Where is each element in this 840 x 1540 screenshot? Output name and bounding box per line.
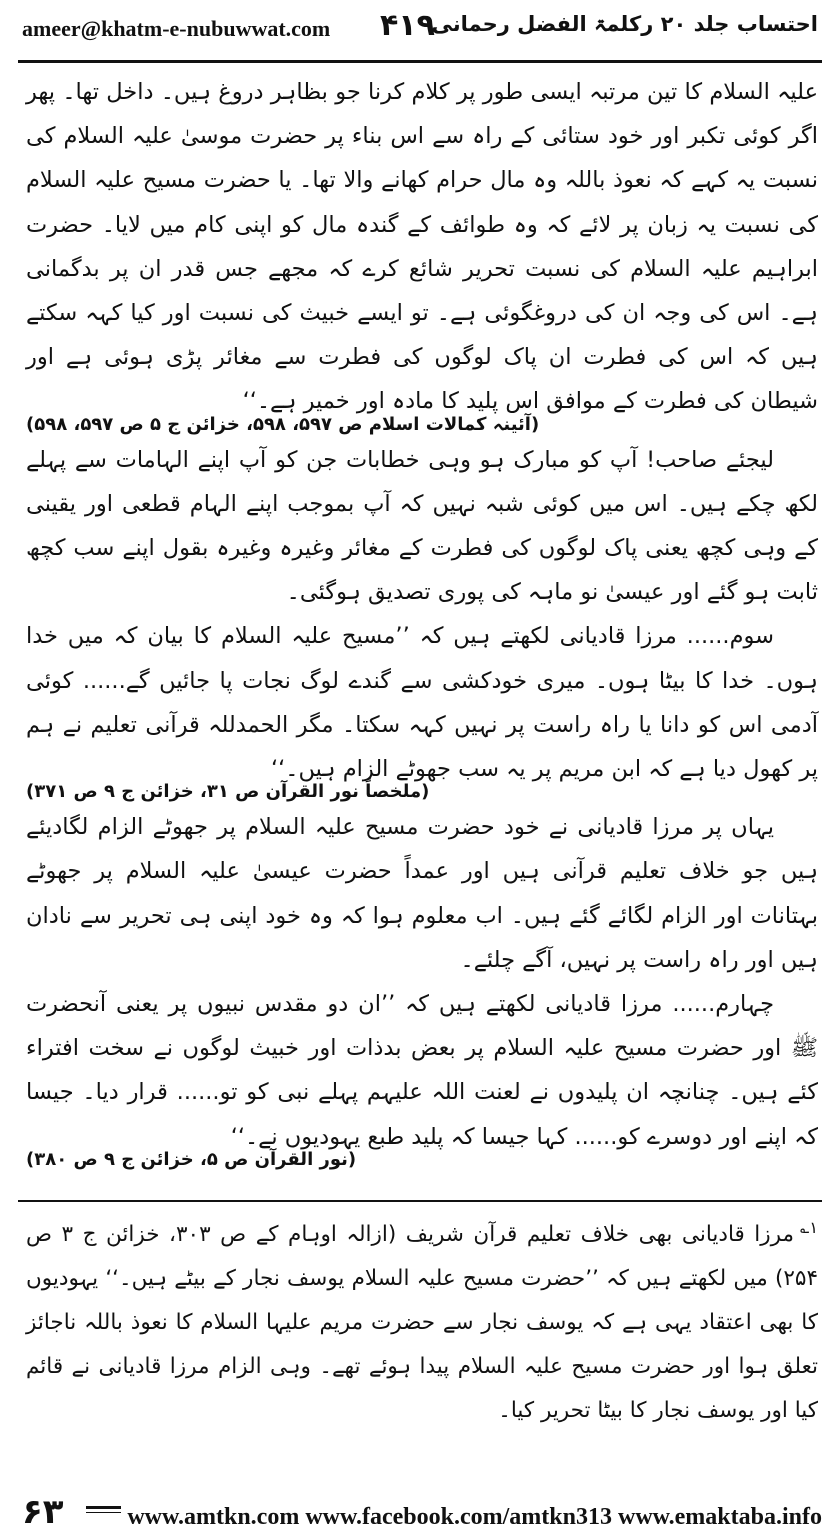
footer-urls: www.amtkn.com www.facebook.com/amtkn313 www.emaktaba.info (121, 1504, 822, 1531)
header-book-title: احتساب جلد ۲۰ رکلمۃ الفضل رحمانی (431, 12, 818, 36)
paragraph-4: یہاں پر مرزا قادیانی نے خود حضرت مسیح علیہ السلام پر جھوٹے الزام لگادیئے ہیں جو خلاف تعلیم قرآنی ہیں اور عمداً حضرت عیسیٰ علیہ السلام پر جھوٹے بہتانات اور الزام لگائے گئے ہیں۔ اب معلوم ہوا کہ وہ خود اپنی ہی تحریر سے نادان ہیں اور راہ راست پر نہیں، آگے چلئے۔ (26, 814, 818, 973)
paragraph-1: علیہ السلام کا تین مرتبہ ایسی طور پر کلام کرنا جو بظاہر دروغ ہیں۔ داخل تھا۔ پھر اگر کوئی تکبر اور خود ستائی کے راہ سے اس بناء پر حضرت موسیٰ علیہ السلام کی نسبت یہ کہے کہ نعوذ باللہ وہ مال حرام کھانے والا تھا۔ یا حضرت مسیح علیہ السلام کی نسبت یہ زبان پر لائے کہ وہ طوائف کے گندہ مال کو اپنی کام میں لایا۔ حضرت ابراہیم علیہ السلام کی نسبت تحریر شائع کرے کہ مجھے جس قدر ان پر بدگمانی ہے۔ اس کی وجہ ان کی دروغگوئی ہے۔ تو ایسے خبیث کی نسبت اور کیا کہہ سکتے ہیں کہ اس کی فطرت ان پاک لوگوں کی فطرت سے مغائر پڑی ہوئی ہے اور شیطان کی فطرت کے موافق اس پلید کا مادہ اور خمیر ہے۔‘‘ (26, 79, 818, 415)
header-rule (18, 60, 822, 63)
main-text (26, 70, 818, 1173)
footer-page-badge: ۶۳ (22, 1492, 64, 1532)
footnote (26, 1206, 818, 1433)
page-footer (0, 1488, 840, 1540)
paragraph-3: سوم...... مرزا قادیانی لکھتے ہیں کہ ’’مسیح علیہ السلام کا بیان کہ میں خدا ہوں۔ خدا کا بیٹا ہوں۔ میری خودکشی سے گندے لوگ نجات پا جائیں گے...... کوئی آدمی اس کو دانا یا راہ راست پر نہیں کہہ سکتا۔ مگر الحمدللہ قرآنی تعلیم نے ہم پر کھول دیا ہے کہ ابن مریم پر یہ سب جھوٹے الزام ہیں۔‘‘ (26, 623, 818, 783)
footnote-text: مرزا قادیانی بھی خلاف تعلیم قرآن شریف (ازالہ اوہام کے ص ۳۰۳، خزائن ج ۳ ص ۲۵۴) میں لکھتے ہیں کہ ’’حضرت مسیح علیہ السلام یوسف نجار کے بیٹے ہیں۔‘‘ یہودیوں کا بھی اعتقاد یہی ہے کہ یوسف نجار سے حضرت مریم علیہا السلام کا نعوذ باللہ ناجائز تعلق ہوا اور حضرت مسیح علیہ السلام پیدا ہوئے تھے۔ وہی الزام مرزا قادیانی نے قائم کیا اور یوسف نجار کا بیٹا تحریر کیا۔ (26, 1222, 818, 1424)
header-page-number: ۴۱۹ (380, 8, 435, 43)
header-email: ameer@khatm-e-nubuwwat.com (22, 16, 331, 41)
reference-3: (نور القرآن ص ۵، خزائن ج ۹ ص ۳۸۰) (26, 1148, 357, 1170)
reference-2: (ملخصاً نور القرآن ص ۳۱، خزائن ج ۹ ص ۳۷۱) (26, 781, 430, 803)
footnote-separator (18, 1200, 822, 1202)
footnote-marker: ۱؎ (800, 1218, 819, 1237)
reference-1: (آئینہ کمالات اسلام ص ۵۹۷، ۵۹۸، خزائن ج ۵ ص ۵۹۷، ۵۹۸) (26, 413, 540, 435)
paragraph-5: چہارم...... مرزا قادیانی لکھتے ہیں کہ ’’ان دو مقدس نبیوں پر یعنی آنحضرت ﷺ اور حضرت مسیح علیہ السلام پر بعض بدذات اور خبیث لوگوں نے سخت افتراء کئے ہیں۔ چنانچہ ان پلیدوں نے لعنت اللہ علیہم پہلے نبی کو تو...... قرار دیا۔ جیسا کہ اپنے اور دوسرے کو...... کہا جیسا کہ پلید طبع یہودیوں نے۔‘‘ (26, 991, 818, 1150)
paragraph-2: لیجئے صاحب! آپ کو مبارک ہو وہی خطابات جن کو آپ اپنے الہامات سے پہلے لکھ چکے ہیں۔ اس میں کوئی شبہ نہیں کہ آپ بموجب اپنے الہام قطعی اور یقینی کے وہی کچھ یعنی پاک لوگوں کی فطرت کے مغائر وغیرہ وغیرہ بقول اپنے سب کچھ ثابت ہو گئے اور عیسیٰ نو ماہہ کی پوری تصدیق ہوگئی۔ (26, 446, 818, 606)
page-header (0, 0, 840, 58)
